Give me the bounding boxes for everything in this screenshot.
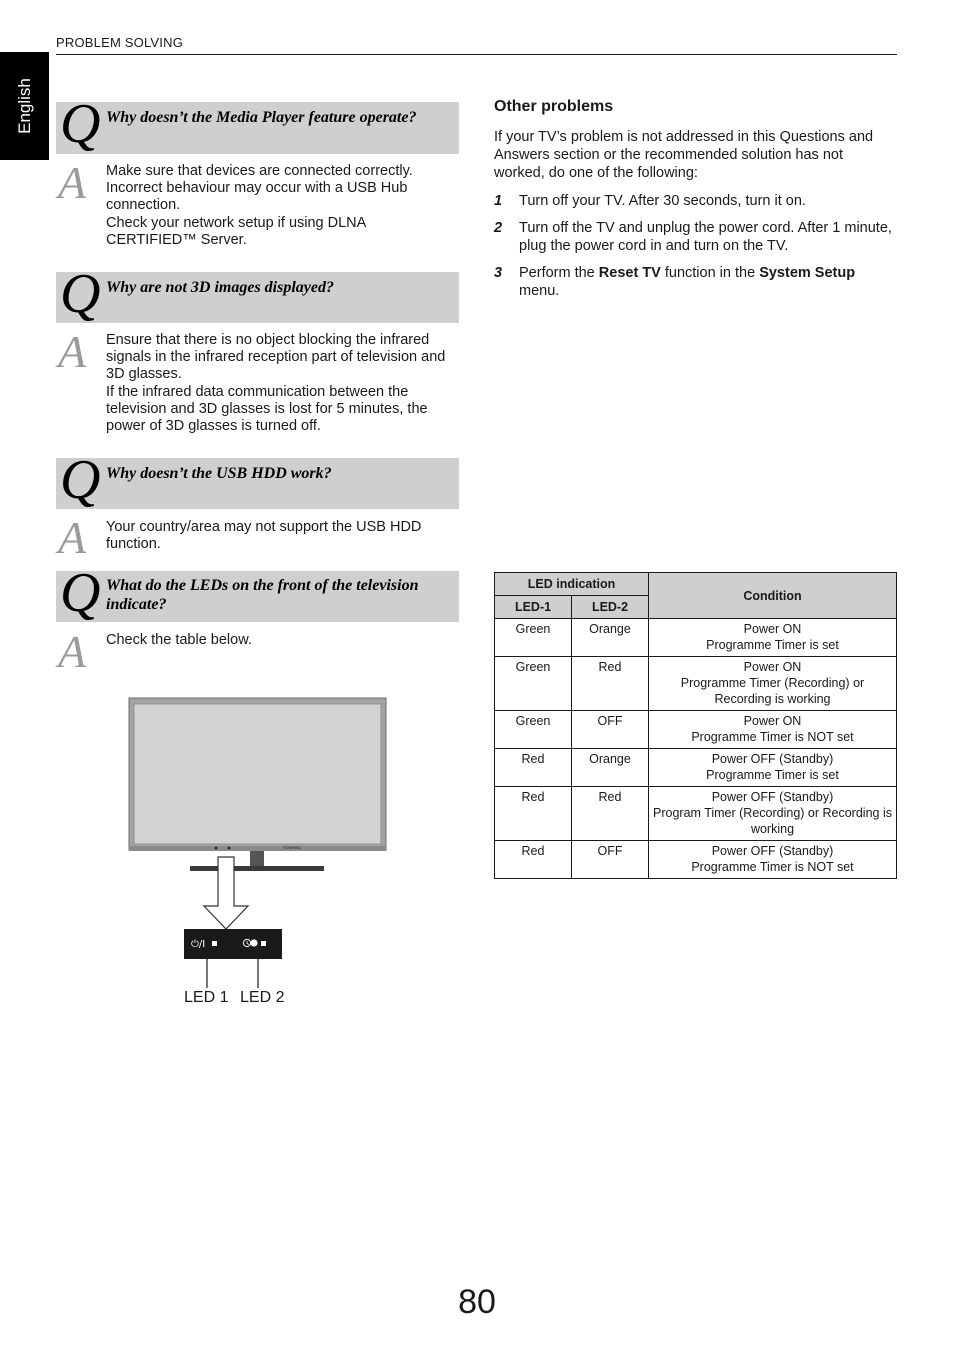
question-box-usb-hdd: [56, 449, 459, 511]
q-mark: Q: [60, 449, 101, 511]
condition-line: Programme Timer is NOT set: [691, 860, 854, 874]
step-text: Turn off your TV. After 30 seconds, turn it on.: [519, 193, 806, 209]
section-header: PROBLEM SOLVING: [56, 35, 184, 50]
led1-label: LED 1: [184, 989, 229, 1006]
header-divider: [56, 54, 897, 55]
led1-header: LED-1: [495, 596, 572, 619]
language-label: English: [14, 78, 34, 134]
tv-stand-neck: [250, 851, 264, 867]
other-problems-intro: If your TV’s problem is not addressed in this Questions and Answers section or the recommended solution has not worked, do one of the following:: [494, 129, 874, 181]
other-problems-title: Other problems: [494, 98, 614, 115]
page-number: 80: [458, 1283, 496, 1321]
answer-line: Check the table below.: [106, 632, 252, 648]
condition-cell: [649, 841, 897, 879]
condition-line: Power ON: [743, 714, 802, 728]
table-row: [495, 619, 897, 657]
condition-line: Power ON: [743, 660, 802, 674]
answer-line: Ensure that there is no object blocking the infrared signals in the infrared reception part of television and 3D glasses.: [106, 332, 446, 383]
led-indicator-dot: [228, 847, 231, 850]
a-mark: A: [58, 157, 87, 208]
condition-line: Programme Timer is set: [706, 768, 839, 782]
led1-cell: Green: [495, 657, 572, 711]
question-text: Why doesn’t the Media Player feature operate?: [106, 109, 417, 126]
condition-line: Power OFF (Standby): [711, 790, 834, 804]
led2-label: LED 2: [240, 989, 285, 1006]
condition-header: Condition: [649, 573, 897, 619]
tv-bottom-frame: [129, 846, 386, 851]
condition-cell: [649, 711, 897, 749]
step-text: [519, 264, 894, 300]
step-text-post: menu.: [519, 283, 560, 299]
question-box-3d: [56, 263, 459, 325]
led2-light: [261, 941, 266, 946]
condition-line: Power OFF (Standby): [711, 844, 834, 858]
tv-stand-base: [190, 866, 324, 871]
table-row: [495, 657, 897, 711]
condition-line: Program Timer (Recording) or Recording is working: [653, 806, 892, 836]
step-number: 2: [494, 220, 503, 236]
question-text: Why doesn’t the USB HDD work?: [106, 465, 332, 482]
led2-cell: Red: [572, 787, 649, 841]
led1-cell: Green: [495, 619, 572, 657]
led2-cell: OFF: [572, 711, 649, 749]
table-row: [495, 841, 897, 879]
answer-line: Incorrect behaviour may occur with a USB Hub connection.: [106, 180, 408, 214]
step-text: Turn off the TV and unplug the power cord. After 1 minute, plug the power cord in and turn on the TV.: [519, 220, 892, 254]
answer-line: Make sure that devices are connected correctly.: [106, 163, 413, 179]
q-mark: Q: [60, 562, 101, 624]
step-number: 1: [494, 193, 503, 209]
power-symbol-icon: ⏻/I: [191, 939, 206, 950]
question-box-leds: [56, 562, 459, 624]
condition-line: Power ON: [743, 622, 802, 636]
a-mark: A: [58, 626, 87, 677]
answer-text: [106, 632, 458, 649]
led2-cell: Red: [572, 657, 649, 711]
led2-cell: Orange: [572, 619, 649, 657]
system-setup-label: System Setup: [759, 265, 856, 281]
answer-text: [106, 332, 458, 435]
step-number: 3: [494, 265, 503, 281]
led2-cell: OFF: [572, 841, 649, 879]
condition-line: Power OFF (Standby): [711, 752, 834, 766]
condition-cell: [649, 787, 897, 841]
a-mark: A: [58, 512, 87, 563]
condition-line: Programme Timer is set: [706, 638, 839, 652]
led1-cell: Red: [495, 749, 572, 787]
condition-cell: [649, 657, 897, 711]
led2-header: LED-2: [572, 596, 649, 619]
record-dot-icon: [250, 939, 257, 946]
answer-line: Check your network setup if using DLNA CERTIFIED™ Server.: [106, 214, 366, 248]
tv-screen: [134, 704, 381, 844]
q-mark: Q: [60, 263, 101, 325]
condition-cell: [649, 619, 897, 657]
step-text-pre: Perform the: [519, 265, 599, 281]
question-text: Why are not 3D images displayed?: [106, 279, 334, 296]
condition-line: Programme Timer is NOT set: [691, 730, 854, 744]
answer-text: [106, 519, 458, 553]
led-indication-header: LED indication: [495, 573, 649, 596]
reset-tv-label: Reset TV: [598, 265, 661, 281]
table-row: [495, 787, 897, 841]
a-mark: A: [58, 326, 87, 377]
table-row: [495, 749, 897, 787]
language-tab: [0, 52, 49, 160]
condition-cell: [649, 749, 897, 787]
led1-cell: Red: [495, 841, 572, 879]
table-row: [495, 711, 897, 749]
question-box-media-player: [56, 93, 459, 155]
condition-line: Programme Timer (Recording) or Recording is working: [680, 676, 865, 706]
led1-cell: Red: [495, 787, 572, 841]
led1-light: [212, 941, 217, 946]
answer-line: Your country/area may not support the USB HDD function.: [106, 519, 422, 553]
led2-cell: Orange: [572, 749, 649, 787]
led-indicator-dot: [215, 847, 218, 850]
step-text-mid: function in the: [660, 265, 760, 281]
tv-led-diagram: [128, 696, 388, 1016]
brand-logo: TOSHIBA: [283, 845, 301, 850]
answer-text: [106, 163, 458, 249]
led-table: [494, 572, 897, 879]
question-text: What do the LEDs on the front of the television indicate?: [106, 577, 419, 613]
led1-cell: Green: [495, 711, 572, 749]
answer-line: If the infrared data communication between the television and 3D glasses is lost for 5 minutes, the power of 3D glasses is turned off.: [106, 383, 428, 435]
q-mark: Q: [60, 93, 101, 155]
